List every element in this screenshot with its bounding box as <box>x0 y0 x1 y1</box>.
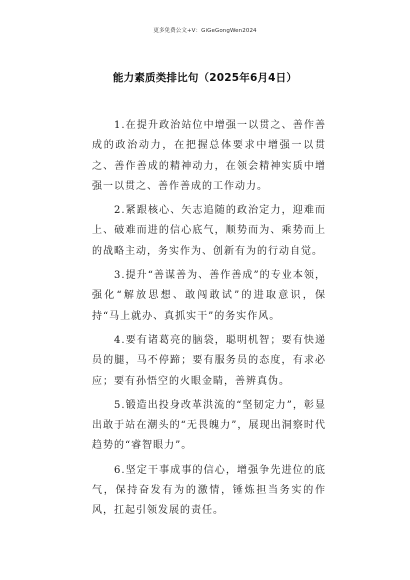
paragraph-6: 6.坚定干事成事的信心，增强争先进位的底气，保持奋发有为的激情，锤炼担当务实的作风，扛起引领发展的责任。 <box>92 464 326 517</box>
paragraph-2: 2.紧跟核心、矢志追随的政治定力，迎难而上、破难而进的信心底气，顺势而为、乘势而上的战略主动，务实作为、创新有为的行动自觉。 <box>92 205 326 257</box>
paragraph-3: 3.提升“善谋善为、善作善成”的专业本领，强化“解放思想、敢闯敢试”的进取意识，保持“马上就办、真抓实干”的务实作风。 <box>92 270 326 322</box>
document-body <box>92 116 326 526</box>
paragraph-4: 4.要有诸葛亮的脑袋，聪明机智；要有快递员的腿，马不停蹄；要有服务员的态度，有求必应；要有孙悟空的火眼金睛，善辨真伪。 <box>92 334 326 387</box>
header-note: 更多免费公文+V：GiGeGongWen2024 <box>153 28 257 34</box>
paragraph-5: 5.锻造出投身改革洪流的“坚韧定力”，彰显出敢于站在潮头的“无畏魄力”，展现出洞察时代趋势的“睿智眼力”。 <box>92 399 326 452</box>
paragraph-1: 1.在提升政治站位中增强一以贯之、善作善成的政治动力，在把握总体要求中增强一以贯之、善作善成的精神动力，在领会精神实质中增强一以贯之、善作善成的工作动力。 <box>92 120 326 192</box>
document-title: 能力素质类排比句（2025年6月4日） <box>112 72 298 84</box>
